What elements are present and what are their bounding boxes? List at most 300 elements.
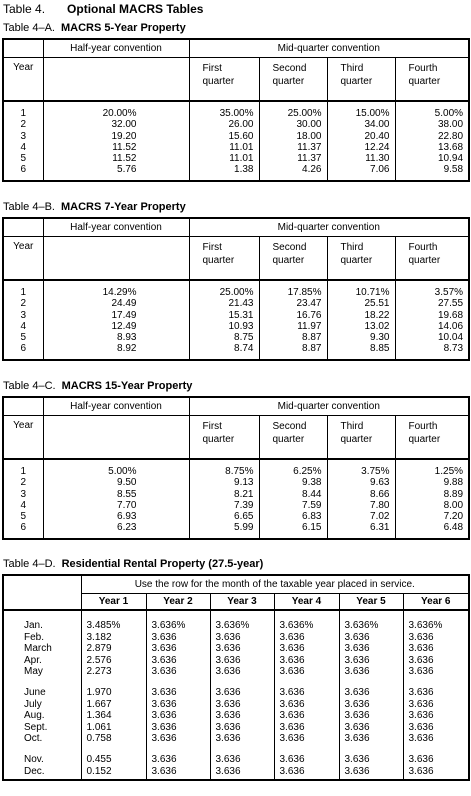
second-quarter-header-line2: quarter bbox=[272, 255, 305, 266]
half-year-cell: 6.23 bbox=[43, 522, 189, 538]
q2-cell: 6.15 bbox=[259, 522, 327, 538]
header-row bbox=[3, 218, 469, 237]
q4-cell: 10.04 bbox=[438, 332, 464, 344]
rate-cell: 1.667 bbox=[81, 699, 146, 711]
month-cell: Jan. bbox=[24, 620, 43, 631]
q3-cell: 18.22 bbox=[327, 310, 395, 321]
table-row bbox=[3, 477, 469, 488]
group-spacer bbox=[3, 610, 469, 620]
rate-cell: 3.636 bbox=[274, 666, 339, 678]
q4-cell: 19.68 bbox=[438, 309, 464, 321]
table-row bbox=[3, 119, 469, 130]
header-blank bbox=[3, 397, 43, 416]
rate-cell: 3.636 bbox=[146, 766, 210, 778]
q4-cell: 27.55 bbox=[438, 298, 464, 310]
month-cell: Feb. bbox=[24, 631, 45, 643]
rate-cell: 3.636 bbox=[146, 722, 210, 734]
rate-cell: 3.636% bbox=[403, 620, 469, 632]
table-b-label: Table 4–B. bbox=[3, 201, 55, 213]
half-year-cell: 17.49 bbox=[43, 310, 189, 321]
table-a-label: Table 4–A. bbox=[3, 22, 55, 34]
q4-cell: 13.68 bbox=[438, 141, 464, 153]
month-cell: Dec. bbox=[24, 765, 45, 777]
spacer-cell bbox=[210, 777, 274, 780]
q4-cell: 10.94 bbox=[438, 153, 464, 165]
placed-in-service-note: Use the row for the month of the taxable year placed in service. bbox=[81, 575, 469, 594]
rate-cell: 3.636 bbox=[146, 632, 210, 644]
year-header: Year bbox=[3, 416, 43, 460]
q4-cell: 14.06 bbox=[438, 320, 464, 332]
q2-cell: 11.37 bbox=[259, 142, 327, 153]
table-row bbox=[3, 101, 469, 119]
table-row bbox=[3, 298, 469, 309]
table-row bbox=[3, 489, 469, 500]
month-row bbox=[3, 733, 469, 745]
month-row bbox=[3, 754, 469, 766]
table-row bbox=[3, 332, 469, 343]
half-year-cell: 9.50 bbox=[43, 477, 189, 488]
q2-cell: 11.37 bbox=[259, 153, 327, 164]
fourth-quarter-header-line2: quarter bbox=[408, 76, 441, 87]
q3-cell: 13.02 bbox=[327, 321, 395, 332]
second-quarter-header bbox=[259, 416, 327, 460]
spacer-cell bbox=[210, 745, 274, 754]
third-quarter-header bbox=[327, 237, 395, 281]
rate-cell: 3.636 bbox=[274, 655, 339, 667]
q3-cell: 11.30 bbox=[327, 153, 395, 164]
q3-cell: 9.63 bbox=[327, 477, 395, 488]
q2-cell: 17.85% bbox=[259, 280, 327, 298]
rate-cell: 3.636 bbox=[210, 766, 274, 778]
spacer-cell bbox=[146, 610, 210, 620]
rate-cell: 3.636 bbox=[339, 722, 403, 734]
q1-cell: 35.00% bbox=[189, 101, 259, 119]
month-cell: May bbox=[24, 666, 43, 678]
q4-cell: 38.00 bbox=[438, 119, 464, 131]
rate-cell: 3.636 bbox=[210, 643, 274, 655]
table-row bbox=[3, 153, 469, 164]
rate-cell: 3.636 bbox=[403, 632, 469, 644]
rate-cell: 1.364 bbox=[81, 710, 146, 722]
q4-cell: 8.73 bbox=[443, 343, 464, 355]
spacer-cell bbox=[403, 745, 469, 754]
rate-cell: 3.636 bbox=[339, 687, 403, 699]
q2-cell: 9.38 bbox=[259, 477, 327, 488]
fourth-quarter-header bbox=[395, 58, 469, 102]
half-year-cell: 32.00 bbox=[43, 119, 189, 130]
rate-cell: 3.636 bbox=[339, 632, 403, 644]
second-quarter-header bbox=[259, 237, 327, 281]
half-year-header: Half-year convention bbox=[43, 218, 189, 237]
third-quarter-header-line1: Third bbox=[340, 63, 364, 74]
q3-cell: 12.24 bbox=[327, 142, 395, 153]
q3-cell: 10.71% bbox=[327, 280, 395, 298]
header-row bbox=[3, 397, 469, 416]
q1-cell: 10.93 bbox=[189, 321, 259, 332]
q1-cell: 26.00 bbox=[189, 119, 259, 130]
first-quarter-header-line1: First bbox=[202, 242, 222, 253]
spacer-cell bbox=[146, 678, 210, 687]
second-quarter-header-line1: Second bbox=[272, 421, 307, 432]
q1-cell: 11.01 bbox=[189, 153, 259, 164]
half-year-cell: 8.55 bbox=[43, 489, 189, 500]
table-row bbox=[3, 343, 469, 359]
year-1-header: Year 1 bbox=[81, 594, 146, 611]
month-column-header bbox=[3, 594, 81, 611]
rate-cell: 3.636 bbox=[274, 754, 339, 766]
table-row bbox=[3, 511, 469, 522]
month-row bbox=[3, 632, 469, 644]
q2-cell: 6.83 bbox=[259, 511, 327, 522]
q2-cell: 23.47 bbox=[259, 298, 327, 309]
half-year-cell: 8.92 bbox=[43, 343, 189, 359]
rate-cell: 3.636 bbox=[274, 643, 339, 655]
q2-cell: 8.44 bbox=[259, 489, 327, 500]
q4-cell: 8.89 bbox=[443, 488, 464, 500]
year-2-header: Year 2 bbox=[146, 594, 210, 611]
rate-cell: 3.636 bbox=[210, 722, 274, 734]
first-quarter-header-line2: quarter bbox=[202, 76, 235, 87]
spacer-cell bbox=[81, 678, 146, 687]
table-name: Optional MACRS Tables bbox=[67, 2, 204, 16]
q4-cell: 1.25% bbox=[434, 466, 464, 477]
header-blank bbox=[3, 39, 43, 58]
second-quarter-header-line2: quarter bbox=[272, 76, 305, 87]
spacer-cell bbox=[3, 777, 81, 780]
year-cell: 1 bbox=[3, 280, 43, 298]
rate-cell: 3.636 bbox=[210, 710, 274, 722]
table-number: Table 4. bbox=[3, 2, 46, 16]
month-row bbox=[3, 699, 469, 711]
q2-cell: 30.00 bbox=[259, 119, 327, 130]
q3-cell: 8.66 bbox=[327, 489, 395, 500]
second-quarter-header bbox=[259, 58, 327, 102]
q2-cell: 7.59 bbox=[259, 500, 327, 511]
rate-cell: 3.636 bbox=[339, 643, 403, 655]
third-quarter-header-line1: Third bbox=[340, 421, 364, 432]
spacer-cell bbox=[403, 678, 469, 687]
half-year-subheader bbox=[43, 237, 189, 281]
q2-cell: 8.87 bbox=[259, 332, 327, 343]
year-cell: 1 bbox=[3, 459, 43, 477]
fourth-quarter-header-line1: Fourth bbox=[408, 63, 438, 74]
spacer-cell bbox=[274, 745, 339, 754]
rate-cell: 3.636 bbox=[274, 699, 339, 711]
spacer-cell bbox=[81, 610, 146, 620]
q2-cell: 6.25% bbox=[259, 459, 327, 477]
header-blank bbox=[3, 218, 43, 237]
month-row bbox=[3, 620, 469, 632]
first-quarter-header-line1: First bbox=[202, 421, 222, 432]
macrs-7-year-table bbox=[2, 217, 470, 361]
q1-cell: 8.75% bbox=[189, 459, 259, 477]
rate-cell: 3.636 bbox=[146, 655, 210, 667]
half-year-cell: 11.52 bbox=[43, 142, 189, 153]
table-row bbox=[3, 131, 469, 142]
rate-cell: 3.636 bbox=[146, 699, 210, 711]
q1-cell: 21.43 bbox=[189, 298, 259, 309]
q1-cell: 11.01 bbox=[189, 142, 259, 153]
rate-cell: 3.636% bbox=[146, 620, 210, 632]
rate-cell: 3.636 bbox=[274, 766, 339, 778]
second-quarter-header-line1: Second bbox=[272, 63, 307, 74]
half-year-header: Half-year convention bbox=[43, 39, 189, 58]
half-year-subheader bbox=[43, 58, 189, 102]
rate-cell: 3.636 bbox=[274, 733, 339, 745]
half-year-subheader bbox=[43, 416, 189, 460]
rate-cell: 3.636 bbox=[210, 699, 274, 711]
q3-cell: 3.75% bbox=[327, 459, 395, 477]
year-cell: 6 bbox=[3, 522, 43, 538]
rate-cell: 3.636 bbox=[403, 710, 469, 722]
rate-cell: 3.636 bbox=[339, 733, 403, 745]
rate-cell: 3.636 bbox=[210, 733, 274, 745]
spacer-cell bbox=[146, 777, 210, 780]
half-year-header: Half-year convention bbox=[43, 397, 189, 416]
q2-cell: 11.97 bbox=[259, 321, 327, 332]
table-a-caption bbox=[3, 22, 186, 34]
month-cell: Sept. bbox=[24, 721, 48, 733]
spacer-cell bbox=[210, 610, 274, 620]
macrs-5-year-table bbox=[2, 38, 470, 182]
group-spacer bbox=[3, 678, 469, 687]
month-cell: Nov. bbox=[24, 753, 44, 765]
q4-cell: 5.00% bbox=[434, 108, 464, 119]
month-header-blank bbox=[3, 575, 81, 594]
rate-cell: 3.636 bbox=[274, 722, 339, 734]
third-quarter-header bbox=[327, 58, 395, 102]
q1-cell: 8.21 bbox=[189, 489, 259, 500]
rate-cell: 3.636 bbox=[210, 666, 274, 678]
q4-cell: 6.48 bbox=[443, 522, 464, 534]
third-quarter-header-line2: quarter bbox=[340, 76, 373, 87]
q1-cell: 5.99 bbox=[189, 522, 259, 538]
third-quarter-header-line2: quarter bbox=[340, 434, 373, 445]
year-4-header: Year 4 bbox=[274, 594, 339, 611]
rate-cell: 3.636 bbox=[403, 766, 469, 778]
fourth-quarter-header-line1: Fourth bbox=[408, 421, 438, 432]
rate-cell: 3.636 bbox=[339, 699, 403, 711]
rate-cell: 3.636 bbox=[339, 766, 403, 778]
month-cell: Apr. bbox=[24, 654, 42, 666]
bottom-spacer bbox=[3, 777, 469, 780]
rate-cell: 1.061 bbox=[81, 722, 146, 734]
year-cell: 2 bbox=[3, 298, 43, 309]
q3-cell: 7.80 bbox=[327, 500, 395, 511]
rate-cell: 3.636 bbox=[210, 687, 274, 699]
month-row bbox=[3, 666, 469, 678]
year-cell: 4 bbox=[3, 500, 43, 511]
half-year-cell: 8.93 bbox=[43, 332, 189, 343]
spacer-cell bbox=[339, 777, 403, 780]
rate-cell: 3.636% bbox=[274, 620, 339, 632]
fourth-quarter-header-line2: quarter bbox=[408, 434, 441, 445]
first-quarter-header-line2: quarter bbox=[202, 255, 235, 266]
month-cell: July bbox=[24, 698, 42, 710]
rate-cell: 3.636 bbox=[339, 666, 403, 678]
month-cell: Oct. bbox=[24, 733, 43, 745]
month-row bbox=[3, 643, 469, 655]
q3-cell: 9.30 bbox=[327, 332, 395, 343]
mid-quarter-header: Mid-quarter convention bbox=[189, 218, 469, 237]
subheader-row bbox=[3, 416, 469, 460]
third-quarter-header bbox=[327, 416, 395, 460]
spacer-cell bbox=[274, 678, 339, 687]
table-c-caption bbox=[3, 380, 192, 392]
table-d-name: Residential Rental Property (27.5-year) bbox=[61, 558, 264, 570]
q4-cell: 8.00 bbox=[443, 499, 464, 511]
year-cell: 5 bbox=[3, 153, 43, 164]
rate-cell: 2.576 bbox=[81, 655, 146, 667]
mid-quarter-header: Mid-quarter convention bbox=[189, 39, 469, 58]
spacer-cell bbox=[339, 678, 403, 687]
rate-cell: 3.636 bbox=[339, 754, 403, 766]
rate-cell: 0.455 bbox=[81, 754, 146, 766]
year-header: Year bbox=[3, 58, 43, 102]
document-title bbox=[3, 2, 203, 16]
q1-cell: 9.13 bbox=[189, 477, 259, 488]
spacer-cell bbox=[210, 678, 274, 687]
rate-cell: 3.636 bbox=[146, 666, 210, 678]
q1-cell: 7.39 bbox=[189, 500, 259, 511]
rate-cell: 3.636 bbox=[146, 733, 210, 745]
half-year-cell: 14.29% bbox=[43, 280, 189, 298]
third-quarter-header-line1: Third bbox=[340, 242, 364, 253]
year-header-row bbox=[3, 594, 469, 611]
year-cell: 4 bbox=[3, 142, 43, 153]
table-b-caption bbox=[3, 201, 186, 213]
rate-cell: 3.636 bbox=[339, 710, 403, 722]
first-quarter-header-line1: First bbox=[202, 63, 222, 74]
spacer-cell bbox=[274, 610, 339, 620]
fourth-quarter-header-line2: quarter bbox=[408, 255, 441, 266]
table-row bbox=[3, 164, 469, 180]
month-row bbox=[3, 766, 469, 778]
spacer-cell bbox=[403, 610, 469, 620]
table-row bbox=[3, 522, 469, 538]
q3-cell: 8.85 bbox=[327, 343, 395, 359]
year-cell: 5 bbox=[3, 332, 43, 343]
year-3-header: Year 3 bbox=[210, 594, 274, 611]
third-quarter-header-line2: quarter bbox=[340, 255, 373, 266]
table-row bbox=[3, 321, 469, 332]
half-year-cell: 24.49 bbox=[43, 298, 189, 309]
spacer-cell bbox=[3, 745, 81, 754]
second-quarter-header-line1: Second bbox=[272, 242, 307, 253]
fourth-quarter-header bbox=[395, 416, 469, 460]
mid-quarter-header: Mid-quarter convention bbox=[189, 397, 469, 416]
half-year-cell: 11.52 bbox=[43, 153, 189, 164]
rate-cell: 3.636 bbox=[210, 754, 274, 766]
rate-cell: 3.636 bbox=[274, 710, 339, 722]
rate-cell: 3.636 bbox=[403, 655, 469, 667]
header-row bbox=[3, 39, 469, 58]
year-cell: 3 bbox=[3, 489, 43, 500]
q3-cell: 6.31 bbox=[327, 522, 395, 538]
q2-cell: 18.00 bbox=[259, 131, 327, 142]
month-row bbox=[3, 710, 469, 722]
spacer-cell bbox=[339, 610, 403, 620]
year-cell: 1 bbox=[3, 101, 43, 119]
q1-cell: 15.31 bbox=[189, 310, 259, 321]
table-row bbox=[3, 310, 469, 321]
rate-cell: 2.879 bbox=[81, 643, 146, 655]
month-cell: March bbox=[24, 643, 52, 655]
rate-cell: 3.636 bbox=[146, 710, 210, 722]
residential-rental-table bbox=[2, 574, 470, 781]
second-quarter-header-line2: quarter bbox=[272, 434, 305, 445]
rate-cell: 3.636 bbox=[210, 632, 274, 644]
first-quarter-header bbox=[189, 58, 259, 102]
spacer-cell bbox=[146, 745, 210, 754]
table-row bbox=[3, 142, 469, 153]
year-cell: 6 bbox=[3, 164, 43, 180]
note-row bbox=[3, 575, 469, 594]
macrs-15-year-table bbox=[2, 396, 470, 540]
subheader-row bbox=[3, 58, 469, 102]
table-d-label: Table 4–D. bbox=[3, 558, 56, 570]
rate-cell: 3.636 bbox=[403, 733, 469, 745]
spacer-cell bbox=[339, 745, 403, 754]
q2-cell: 25.00% bbox=[259, 101, 327, 119]
year-cell: 6 bbox=[3, 343, 43, 359]
half-year-cell: 5.76 bbox=[43, 164, 189, 180]
q1-cell: 25.00% bbox=[189, 280, 259, 298]
rate-cell: 3.636 bbox=[146, 643, 210, 655]
half-year-cell: 20.00% bbox=[43, 101, 189, 119]
spacer-cell bbox=[3, 678, 81, 687]
table-c-label: Table 4–C. bbox=[3, 380, 56, 392]
q4-cell: 7.20 bbox=[443, 511, 464, 523]
rate-cell: 3.636 bbox=[146, 687, 210, 699]
rate-cell: 3.636 bbox=[339, 655, 403, 667]
year-cell: 3 bbox=[3, 310, 43, 321]
year-cell: 3 bbox=[3, 131, 43, 142]
rate-cell: 3.636 bbox=[403, 722, 469, 734]
q3-cell: 7.02 bbox=[327, 511, 395, 522]
subheader-row bbox=[3, 237, 469, 281]
q3-cell: 34.00 bbox=[327, 119, 395, 130]
rate-cell: 3.636 bbox=[403, 754, 469, 766]
q1-cell: 15.60 bbox=[189, 131, 259, 142]
spacer-cell bbox=[274, 777, 339, 780]
spacer-cell bbox=[3, 610, 81, 620]
q4-cell: 9.88 bbox=[443, 477, 464, 489]
year-cell: 2 bbox=[3, 119, 43, 130]
rate-cell: 3.636 bbox=[403, 666, 469, 678]
table-row bbox=[3, 280, 469, 298]
q2-cell: 8.87 bbox=[259, 343, 327, 359]
year-5-header: Year 5 bbox=[339, 594, 403, 611]
table-row bbox=[3, 500, 469, 511]
rate-cell: 3.636% bbox=[339, 620, 403, 632]
first-quarter-header-line2: quarter bbox=[202, 434, 235, 445]
q3-cell: 15.00% bbox=[327, 101, 395, 119]
q4-cell: 22.80 bbox=[438, 130, 464, 142]
q2-cell: 4.26 bbox=[259, 164, 327, 180]
half-year-cell: 12.49 bbox=[43, 321, 189, 332]
rate-cell: 0.758 bbox=[81, 733, 146, 745]
q4-cell: 9.58 bbox=[443, 164, 464, 176]
half-year-cell: 6.93 bbox=[43, 511, 189, 522]
fourth-quarter-header-line1: Fourth bbox=[408, 242, 438, 253]
month-cell: June bbox=[24, 686, 46, 698]
rate-cell: 3.636 bbox=[403, 643, 469, 655]
rate-cell: 3.182 bbox=[81, 632, 146, 644]
year-cell: 5 bbox=[3, 511, 43, 522]
rate-cell: 2.273 bbox=[81, 666, 146, 678]
half-year-cell: 5.00% bbox=[43, 459, 189, 477]
